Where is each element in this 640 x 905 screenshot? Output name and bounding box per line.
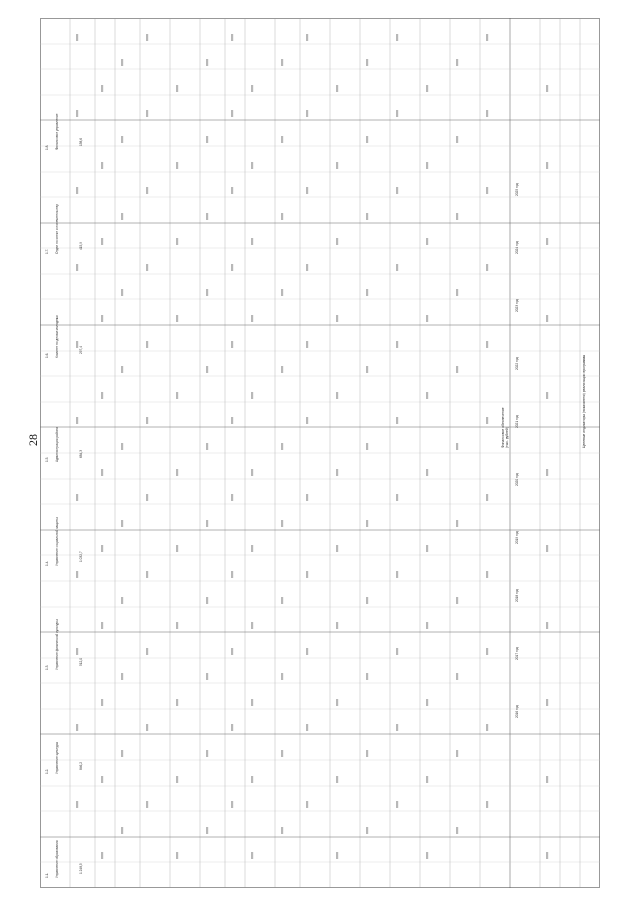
cell-mark xyxy=(546,545,548,552)
cell-mark xyxy=(76,494,78,501)
cell-mark xyxy=(396,417,398,424)
cell-mark xyxy=(336,162,338,169)
cell-mark xyxy=(176,469,178,476)
cell-mark xyxy=(76,724,78,731)
cell-mark xyxy=(231,34,233,41)
year-column-header: 2019 год xyxy=(515,531,519,544)
row-value: 415,9 xyxy=(79,242,83,250)
cell-mark xyxy=(146,724,148,731)
cell-mark xyxy=(336,622,338,629)
cell-mark xyxy=(281,213,283,220)
cell-mark xyxy=(546,315,548,322)
cell-mark xyxy=(486,341,488,348)
cell-mark xyxy=(176,776,178,783)
rotated-table-sheet xyxy=(40,18,600,888)
cell-mark xyxy=(101,545,103,552)
cell-mark xyxy=(206,520,208,527)
cell-mark xyxy=(206,366,208,373)
row-value: 1 032,7 xyxy=(79,551,83,562)
year-column-header: 2024 год xyxy=(515,241,519,254)
cell-mark xyxy=(396,34,398,41)
row-value: 297,4 xyxy=(79,346,83,354)
cell-mark xyxy=(336,392,338,399)
cell-mark xyxy=(176,162,178,169)
cell-mark xyxy=(146,571,148,578)
cell-mark xyxy=(546,699,548,706)
cell-mark xyxy=(336,238,338,245)
cell-mark xyxy=(486,571,488,578)
cell-mark xyxy=(101,622,103,629)
year-column-header: 2023 год xyxy=(515,299,519,312)
cell-mark xyxy=(366,827,368,834)
cell-mark xyxy=(206,289,208,296)
cell-mark xyxy=(146,187,148,194)
cell-mark xyxy=(121,136,123,143)
cell-mark xyxy=(176,85,178,92)
cell-mark xyxy=(426,85,428,92)
cell-mark xyxy=(206,597,208,604)
cell-mark xyxy=(281,59,283,66)
cell-mark xyxy=(281,443,283,450)
cell-mark xyxy=(306,341,308,348)
cell-mark xyxy=(76,417,78,424)
cell-mark xyxy=(366,520,368,527)
cell-mark xyxy=(366,750,368,757)
cell-mark xyxy=(486,648,488,655)
cell-mark xyxy=(396,187,398,194)
cell-mark xyxy=(146,648,148,655)
cell-mark xyxy=(121,750,123,757)
year-column-header: 2022 год xyxy=(515,357,519,370)
cell-mark xyxy=(206,59,208,66)
year-column-header: 2016 год xyxy=(515,705,519,718)
cell-mark xyxy=(426,238,428,245)
cell-mark xyxy=(306,724,308,731)
cell-mark xyxy=(306,34,308,41)
cell-mark xyxy=(251,852,253,859)
cell-mark xyxy=(281,136,283,143)
cell-mark xyxy=(396,110,398,117)
cell-mark xyxy=(306,187,308,194)
cell-mark xyxy=(231,264,233,271)
row-label: Администрация района xyxy=(55,427,59,462)
row-label: Управление физической культуры xyxy=(55,619,59,670)
row-label: Финансовое управление xyxy=(55,113,59,150)
cell-mark xyxy=(176,238,178,245)
cell-mark xyxy=(231,417,233,424)
cell-mark xyxy=(176,699,178,706)
cell-mark xyxy=(396,264,398,271)
cell-mark xyxy=(146,34,148,41)
cell-mark xyxy=(456,750,458,757)
cell-mark xyxy=(426,776,428,783)
cell-mark xyxy=(396,724,398,731)
cell-mark xyxy=(146,341,148,348)
row-number: 1.2. xyxy=(45,768,49,774)
cell-mark xyxy=(231,494,233,501)
cell-mark xyxy=(366,597,368,604)
cell-mark xyxy=(486,110,488,117)
cell-mark xyxy=(396,648,398,655)
cell-mark xyxy=(281,289,283,296)
cell-mark xyxy=(546,85,548,92)
row-number: 1.1. xyxy=(45,872,49,878)
cell-mark xyxy=(396,801,398,808)
cell-mark xyxy=(456,366,458,373)
cell-mark xyxy=(281,366,283,373)
cell-mark xyxy=(146,801,148,808)
cell-mark xyxy=(426,699,428,706)
row-value: 846,2 xyxy=(79,762,83,770)
cell-mark xyxy=(486,724,488,731)
cell-mark xyxy=(281,520,283,527)
cell-mark xyxy=(76,801,78,808)
header-group-title: Финансовое обеспечение xyxy=(501,407,505,448)
cell-mark xyxy=(456,827,458,834)
row-number: 1.6. xyxy=(45,352,49,358)
cell-mark xyxy=(306,571,308,578)
cell-mark xyxy=(251,85,253,92)
year-column-header: 2018 год xyxy=(515,589,519,602)
cell-mark xyxy=(206,213,208,220)
cell-mark xyxy=(146,494,148,501)
cell-mark xyxy=(101,776,103,783)
cell-mark xyxy=(76,571,78,578)
cell-mark xyxy=(396,571,398,578)
cell-mark xyxy=(121,520,123,527)
header-subgroup: (тыс. рублей) xyxy=(505,427,509,448)
cell-mark xyxy=(231,724,233,731)
row-label: Управление социальной защиты xyxy=(55,517,59,566)
cell-mark xyxy=(231,801,233,808)
cell-mark xyxy=(546,622,548,629)
cell-mark xyxy=(281,750,283,757)
cell-mark xyxy=(176,315,178,322)
cell-mark xyxy=(396,494,398,501)
cell-mark xyxy=(251,622,253,629)
cell-mark xyxy=(231,571,233,578)
cell-mark xyxy=(546,392,548,399)
row-value: 158,6 xyxy=(79,138,83,146)
row-number: 1.8. xyxy=(45,144,49,150)
cell-mark xyxy=(486,264,488,271)
row-value: 512,0 xyxy=(79,658,83,666)
row-label: Управление культуры xyxy=(55,742,59,774)
year-column-header: 2020 год xyxy=(515,473,519,486)
cell-mark xyxy=(176,392,178,399)
cell-mark xyxy=(251,699,253,706)
cell-mark xyxy=(231,648,233,655)
cell-mark xyxy=(456,59,458,66)
cell-mark xyxy=(101,85,103,92)
data-table xyxy=(40,18,600,888)
cell-mark xyxy=(206,443,208,450)
year-column-header: 2021 год xyxy=(515,415,519,428)
cell-mark xyxy=(546,776,548,783)
cell-mark xyxy=(231,187,233,194)
cell-mark xyxy=(251,238,253,245)
cell-mark xyxy=(76,648,78,655)
cell-mark xyxy=(206,136,208,143)
cell-mark xyxy=(456,673,458,680)
cell-mark xyxy=(426,162,428,169)
cell-mark xyxy=(176,622,178,629)
cell-mark xyxy=(456,289,458,296)
cell-mark xyxy=(146,110,148,117)
cell-mark xyxy=(426,622,428,629)
cell-mark xyxy=(121,213,123,220)
cell-mark xyxy=(486,801,488,808)
header-indicators-title: Целевые индикаторы (показатели) реализации программы xyxy=(582,354,586,448)
cell-mark xyxy=(121,673,123,680)
cell-mark xyxy=(101,238,103,245)
year-column-header: 2025 год xyxy=(515,183,519,196)
cell-mark xyxy=(206,827,208,834)
cell-mark xyxy=(366,289,368,296)
cell-mark xyxy=(251,315,253,322)
cell-mark xyxy=(76,341,78,348)
cell-mark xyxy=(366,59,368,66)
cell-mark xyxy=(121,59,123,66)
row-number: 1.4. xyxy=(45,560,49,566)
cell-mark xyxy=(306,494,308,501)
row-value: 1 248,5 xyxy=(79,863,83,874)
cell-mark xyxy=(486,494,488,501)
cell-mark xyxy=(121,827,123,834)
cell-mark xyxy=(146,417,148,424)
row-number: 1.3. xyxy=(45,664,49,670)
cell-mark xyxy=(121,289,123,296)
cell-mark xyxy=(456,136,458,143)
cell-mark xyxy=(76,264,78,271)
cell-mark xyxy=(281,597,283,604)
cell-mark xyxy=(121,443,123,450)
cell-mark xyxy=(546,162,548,169)
cell-mark xyxy=(426,545,428,552)
cell-mark xyxy=(76,110,78,117)
cell-mark xyxy=(121,597,123,604)
cell-mark xyxy=(281,827,283,834)
cell-mark xyxy=(396,341,398,348)
cell-mark xyxy=(76,187,78,194)
row-label: Комитет по делам молодежи xyxy=(55,315,59,358)
cell-mark xyxy=(251,469,253,476)
cell-mark xyxy=(366,673,368,680)
cell-mark xyxy=(306,110,308,117)
cell-mark xyxy=(486,417,488,424)
cell-mark xyxy=(366,366,368,373)
cell-mark xyxy=(456,520,458,527)
row-label: Отдел по опеке и попечительству xyxy=(55,204,59,254)
row-number: 1.7. xyxy=(45,248,49,254)
year-column-header: 2017 год xyxy=(515,647,519,660)
page-number: 28 xyxy=(26,434,40,446)
cell-mark xyxy=(366,443,368,450)
cell-mark xyxy=(426,852,428,859)
cell-mark xyxy=(336,545,338,552)
cell-mark xyxy=(486,34,488,41)
cell-mark xyxy=(251,545,253,552)
cell-mark xyxy=(101,315,103,322)
cell-mark xyxy=(306,264,308,271)
cell-mark xyxy=(101,392,103,399)
cell-mark xyxy=(206,673,208,680)
cell-mark xyxy=(306,801,308,808)
cell-mark xyxy=(426,315,428,322)
cell-mark xyxy=(231,341,233,348)
cell-mark xyxy=(336,699,338,706)
row-value: 684,3 xyxy=(79,450,83,458)
cell-mark xyxy=(366,213,368,220)
row-label: Управление образования xyxy=(55,840,59,878)
cell-mark xyxy=(121,366,123,373)
cell-mark xyxy=(101,162,103,169)
cell-mark xyxy=(231,110,233,117)
cell-mark xyxy=(366,136,368,143)
cell-mark xyxy=(101,469,103,476)
cell-mark xyxy=(146,264,148,271)
cell-mark xyxy=(206,750,208,757)
cell-mark xyxy=(251,162,253,169)
cell-mark xyxy=(176,852,178,859)
cell-mark xyxy=(456,213,458,220)
cell-mark xyxy=(456,597,458,604)
cell-mark xyxy=(546,238,548,245)
row-number: 1.5. xyxy=(45,456,49,462)
cell-mark xyxy=(101,852,103,859)
cell-mark xyxy=(101,699,103,706)
cell-mark xyxy=(336,85,338,92)
cell-mark xyxy=(281,673,283,680)
cell-mark xyxy=(336,852,338,859)
cell-mark xyxy=(336,776,338,783)
cell-mark xyxy=(306,648,308,655)
cell-mark xyxy=(176,545,178,552)
cell-mark xyxy=(336,315,338,322)
cell-mark xyxy=(251,392,253,399)
cell-mark xyxy=(251,776,253,783)
cell-mark xyxy=(486,187,488,194)
cell-mark xyxy=(426,469,428,476)
cell-mark xyxy=(456,443,458,450)
cell-mark xyxy=(546,852,548,859)
cell-mark xyxy=(336,469,338,476)
cell-mark xyxy=(426,392,428,399)
cell-mark xyxy=(306,417,308,424)
cell-mark xyxy=(546,469,548,476)
cell-mark xyxy=(76,34,78,41)
